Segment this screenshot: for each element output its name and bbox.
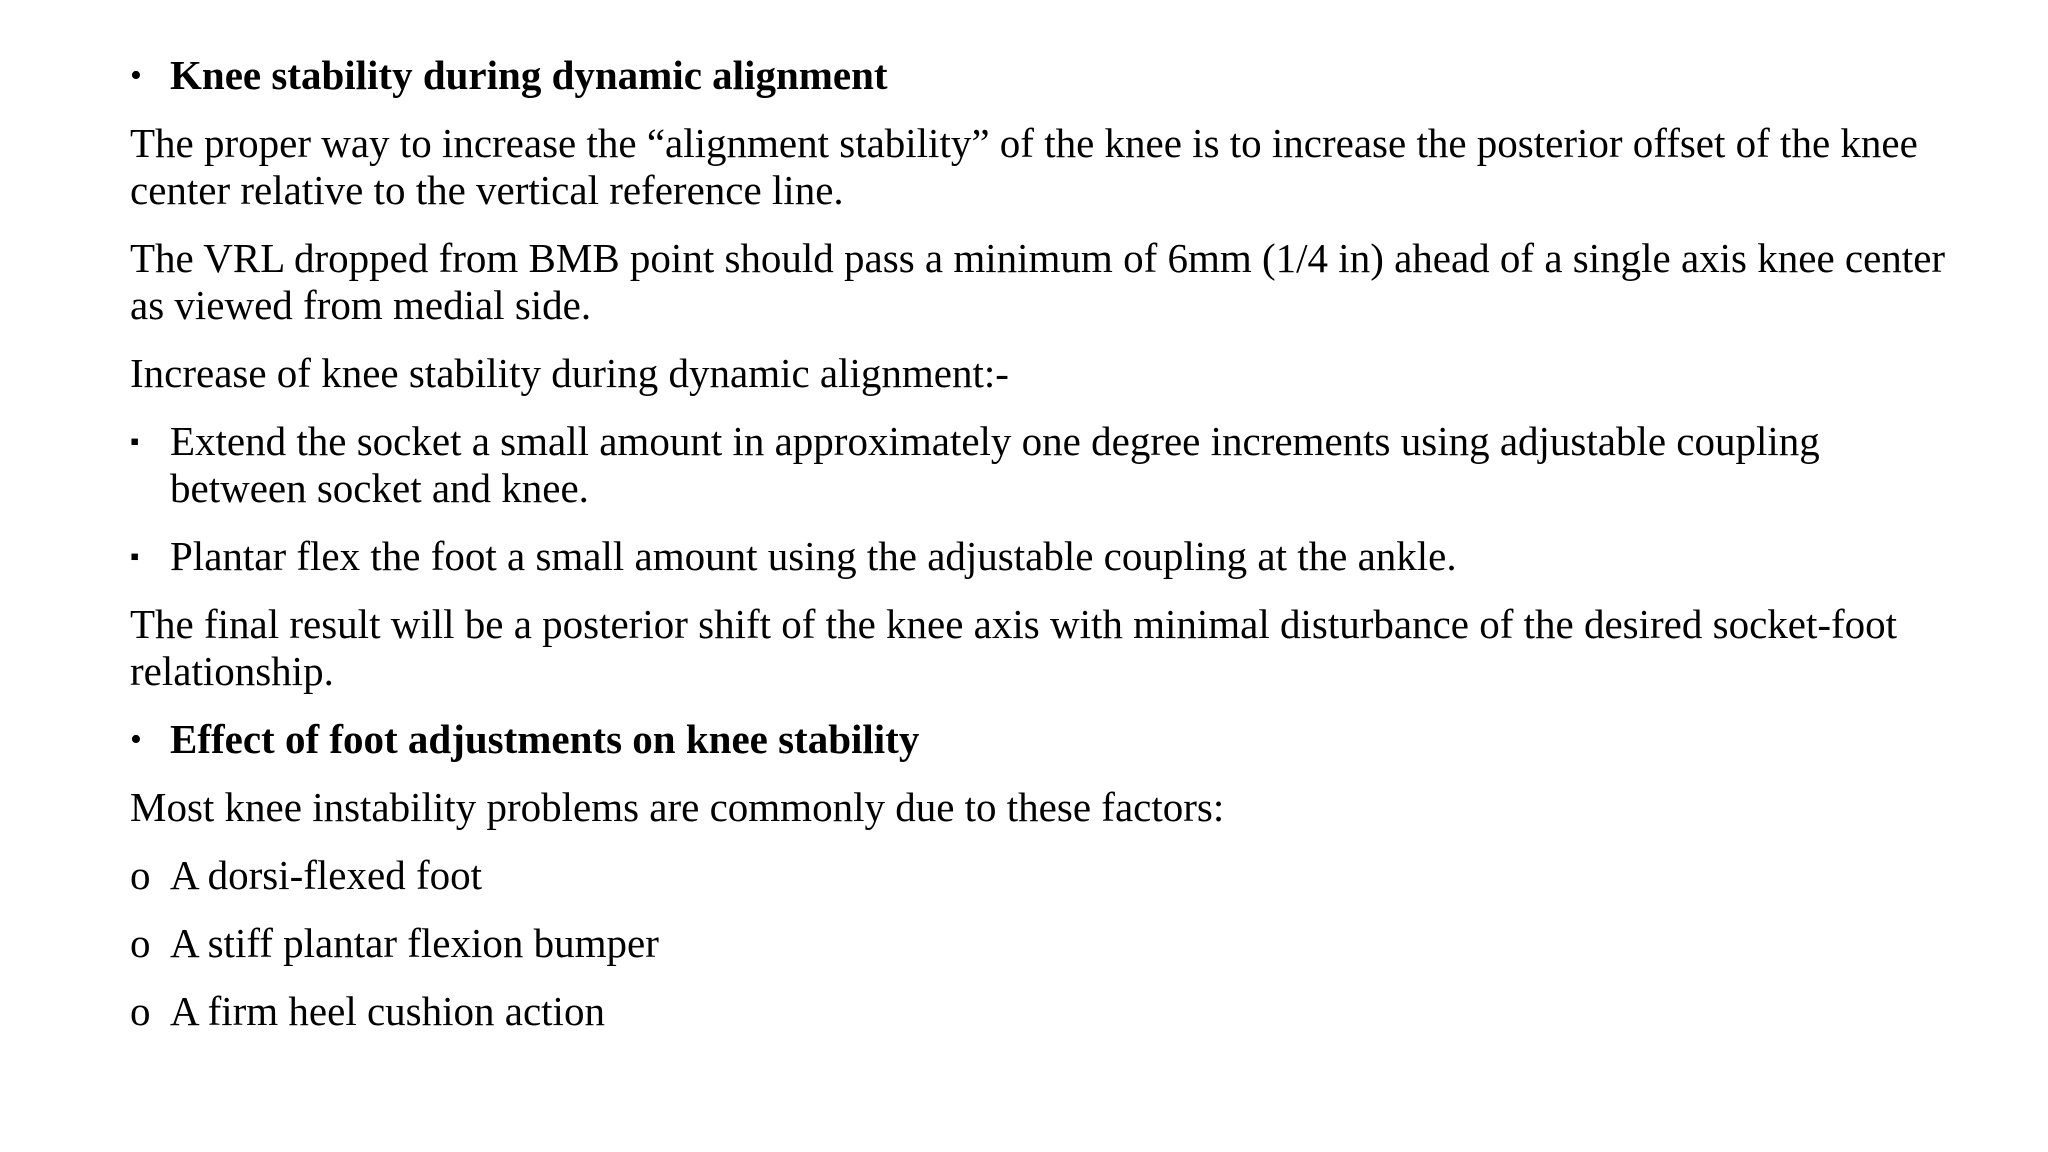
step-text: Extend the socket a small amount in approximately one degree increments using adjustable coupling between socket and knee. (170, 418, 1820, 511)
bullet-marker: • (130, 57, 142, 94)
factor-text: A stiff plantar flexion bumper (170, 920, 659, 966)
heading-text: Effect of foot adjustments on knee stability (170, 716, 920, 762)
square-bullet-marker: ▪ (130, 427, 140, 456)
heading-foot-adjustments (130, 716, 1950, 763)
paragraph-increase-stability: Increase of knee stability during dynamic alignment:- (130, 350, 1009, 396)
heading-text: Knee stability during dynamic alignment (170, 52, 888, 98)
list-item-factor (130, 852, 1950, 899)
factor-text: A dorsi-flexed foot (170, 852, 482, 898)
list-item-step (130, 418, 1950, 512)
list-item-step (130, 533, 1950, 580)
heading-knee-stability (130, 52, 1950, 99)
paragraph-instability-factors: Most knee instability problems are commonly due to these factors: (130, 784, 1225, 830)
paragraph-vrl: The VRL dropped from BMB point should pass a minimum of 6mm (1/4 in) ahead of a single axis knee center as viewed from medial side. (130, 235, 1946, 328)
square-bullet-marker: ▪ (130, 542, 140, 571)
circle-bullet-marker: o (130, 988, 151, 1034)
factor-text: A firm heel cushion action (170, 988, 605, 1034)
list-item-factor (130, 988, 1950, 1035)
slide-content (130, 52, 1950, 1035)
paragraph-alignment-stability: The proper way to increase the “alignment stability” of the knee is to increase the posterior offset of the knee center relative to the vertical reference line. (130, 120, 1918, 213)
circle-bullet-marker: o (130, 852, 151, 898)
step-text: Plantar flex the foot a small amount using the adjustable coupling at the ankle. (170, 533, 1457, 579)
circle-bullet-marker: o (130, 920, 151, 966)
paragraph-final-result: The final result will be a posterior shift of the knee axis with minimal disturbance of the desired socket-foot relationship. (130, 601, 1898, 694)
bullet-marker: • (130, 721, 142, 758)
list-item-factor (130, 920, 1950, 967)
